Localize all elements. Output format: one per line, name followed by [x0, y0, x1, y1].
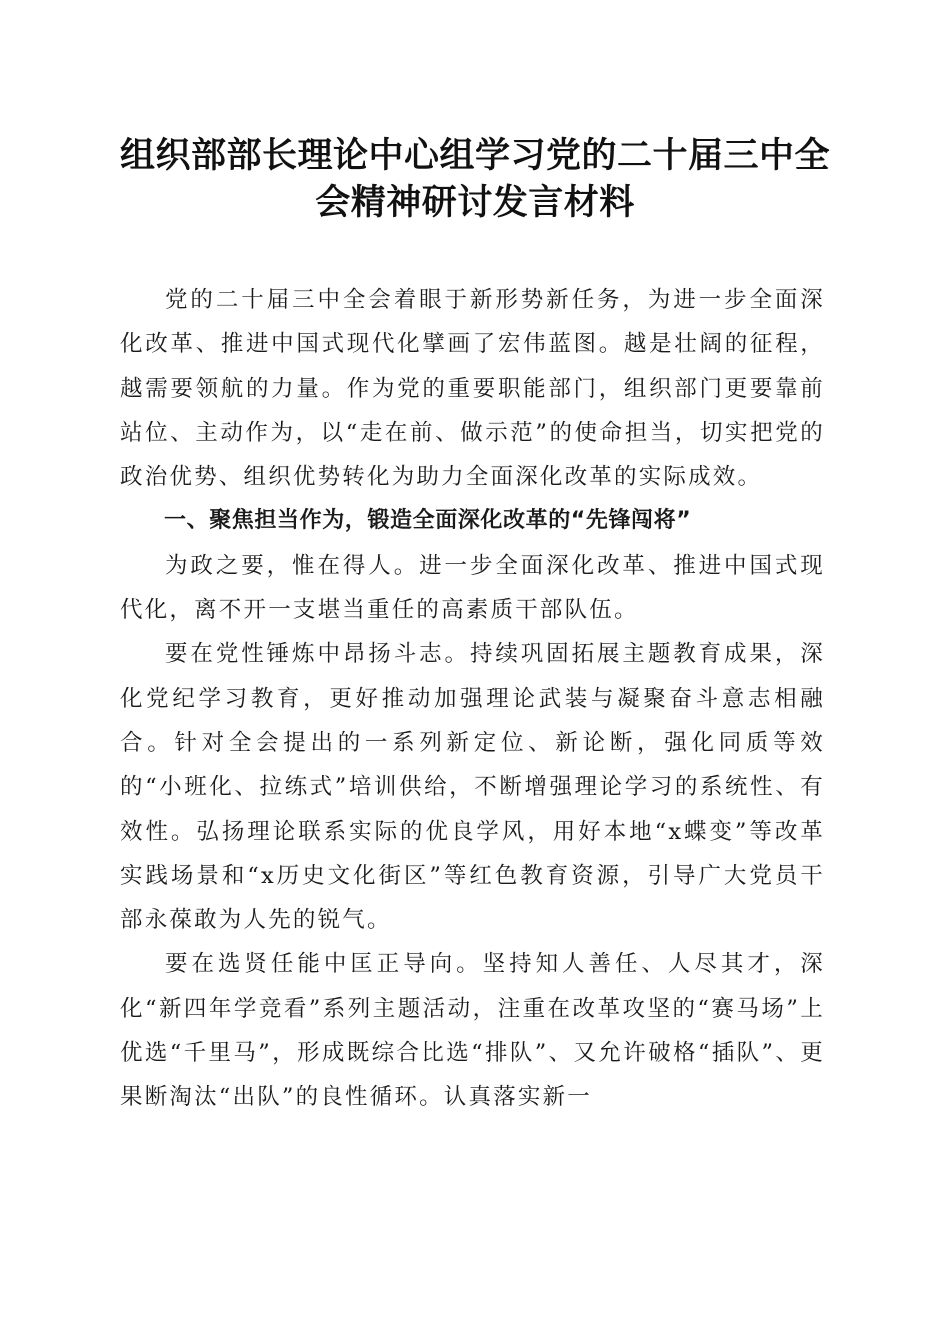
body-paragraph: 为政之要，惟在得人。进一步全面深化改革、推进中国式现代化，离不开一支堪当重任的高素质干部队伍。	[120, 552, 825, 624]
body-paragraph: 要在选贤任能中匡正导向。坚持知人善任、人尽其才，深化“新四年学竞看”系列主题活动，注重在改革攻坚的“赛马场”上优选“千里马”，形成既综合比选“排队”、又允许破格“插队”、更果断淘汰“出队”的良性循环。认真落实新一	[120, 951, 825, 1111]
document-title	[100, 132, 850, 226]
section-heading-1: 一、聚焦担当作为，锻造全面深化改革的“先锋闯将”	[164, 508, 692, 534]
title-line-1: 组织部部长理论中心组学习党的二十届三中全	[119, 135, 830, 176]
body-paragraph: 要在党性锤炼中昂扬斗志。持续巩固拓展主题教育成果，深化党纪学习教育，更好推动加强理论武装与凝聚奋斗意志相融合。针对全会提出的一系列新定位、新论断，强化同质等效的“小班化、拉练式”培训供给，不断增强理论学习的系统性、有效性。弘扬理论联系实际的优良学风，用好本地“x蝶变”等改革实践场景和“x历史文化街区”等红色教育资源，引导广大党员干部永葆敢为人先的锐气。	[120, 641, 825, 934]
document-body	[120, 278, 825, 1120]
intro-paragraph: 党的二十届三中全会着眼于新形势新任务，为进一步全面深化改革、推进中国式现代化擘画了宏伟蓝图。越是壮阔的征程，越需要领航的力量。作为党的重要职能部门，组织部门更要靠前站位、主动作为，以“走在前、做示范”的使命担当，切实把党的政治优势、组织优势转化为助力全面深化改革的实际成效。	[120, 287, 825, 491]
title-line-2: 会精神研讨发言材料	[315, 182, 635, 223]
